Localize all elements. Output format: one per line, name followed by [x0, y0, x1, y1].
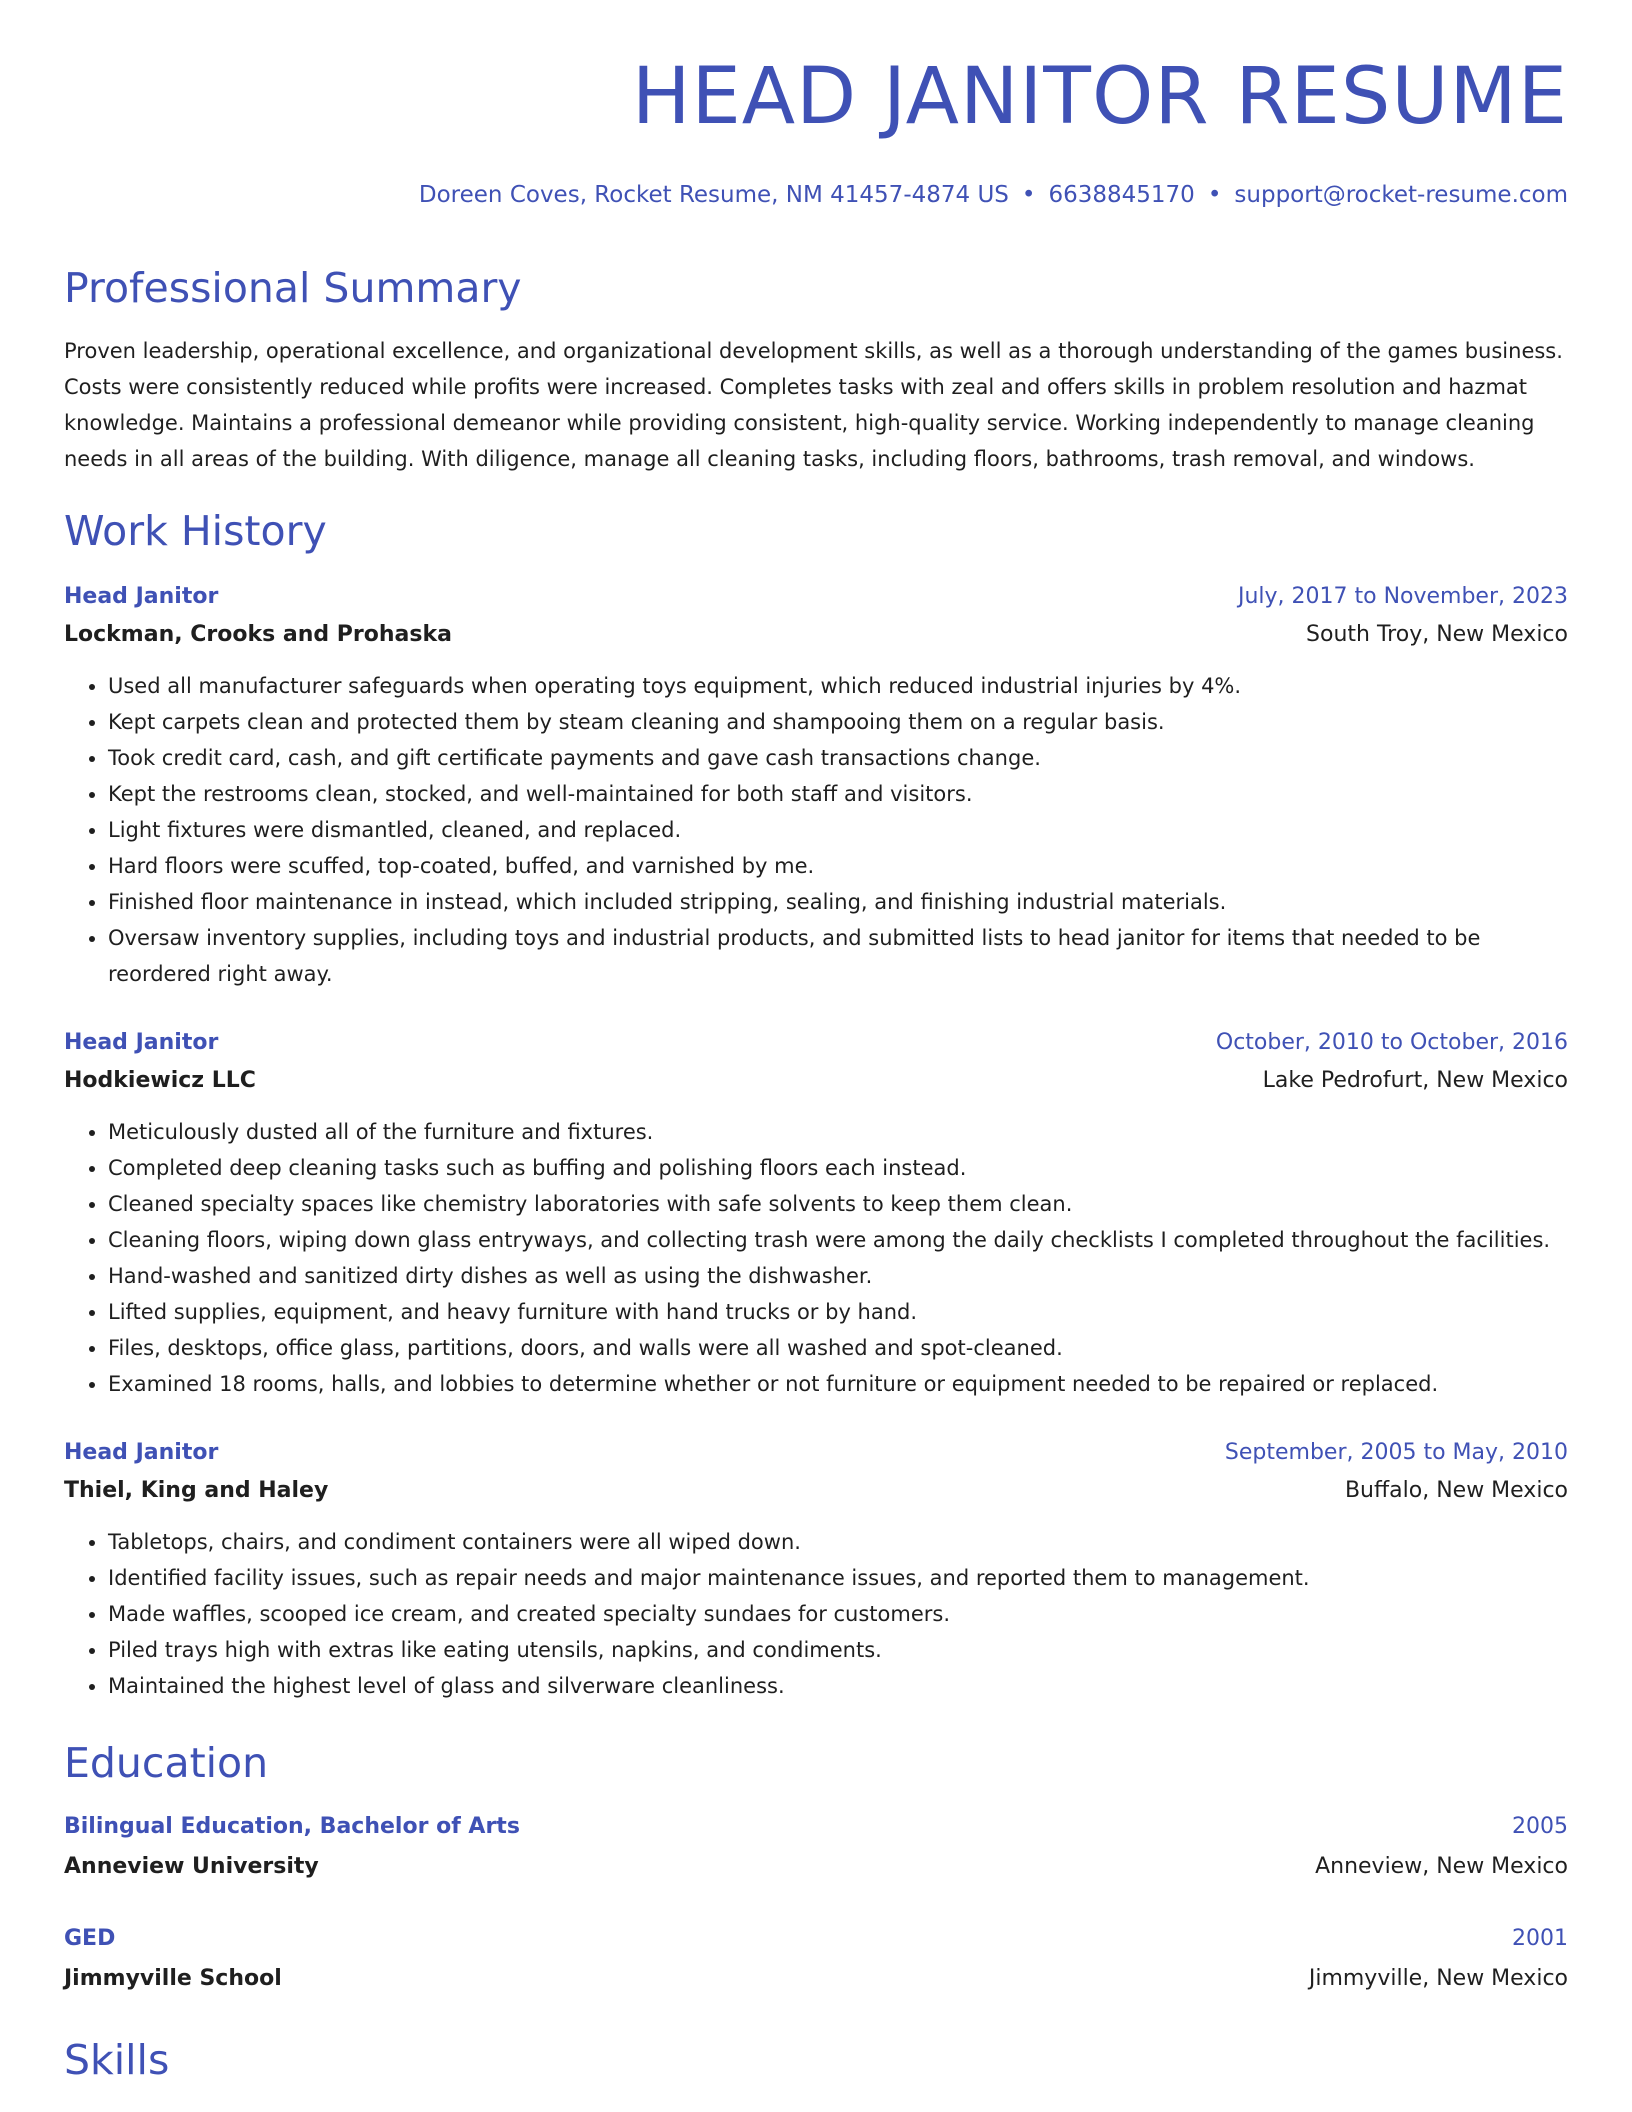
work-history-section	[64, 506, 1568, 1704]
job-entry	[64, 1024, 1568, 1402]
job-bullet: • Identified facility issues, such as repair needs and major maintenance issues, and reported them to management.	[108, 1560, 1568, 1596]
contact-separator: •	[1207, 182, 1222, 208]
education-entry	[64, 1920, 1568, 1998]
section-title-summary: Professional Summary	[64, 264, 522, 312]
job-bullet: • Hand-washed and sanitized dirty dishes as well as using the dishwasher.	[108, 1258, 1568, 1294]
job-bullet: • Maintained the highest level of glass and silverware cleanliness.	[108, 1668, 1568, 1704]
job-entry	[64, 1434, 1568, 1704]
job-bullet: • Finished floor maintenance in instead, which included stripping, sealing, and finishing industrial materials.	[108, 884, 1568, 920]
job-company: Lockman, Crooks and Prohaska	[64, 622, 452, 647]
job-bullet: • Light fixtures were dismantled, cleaned, and replaced.	[108, 812, 1568, 848]
job-location: Lake Pedrofurt, New Mexico	[1262, 1068, 1568, 1093]
job-location: Buffalo, New Mexico	[1344, 1478, 1568, 1503]
skills-section	[64, 2035, 1568, 2085]
education-school: Anneview University	[64, 1854, 319, 1879]
education-location: Jimmyville, New Mexico	[1308, 1966, 1568, 1991]
job-entry	[64, 578, 1568, 992]
contact-phone: 6638845170	[1048, 182, 1195, 208]
education-year: 2005	[1512, 1814, 1568, 1839]
contact-separator: •	[1021, 182, 1036, 208]
education-year: 2001	[1512, 1926, 1568, 1951]
contact-email: support@rocket-resume.com	[1234, 182, 1568, 208]
job-dates: September, 2005 to May, 2010	[1224, 1440, 1568, 1465]
job-bullet: • Used all manufacturer safeguards when operating toys equipment, which reduced industrial injuries by 4%.	[108, 668, 1568, 704]
job-bullets	[64, 668, 1568, 992]
education-location: Anneview, New Mexico	[1315, 1854, 1568, 1879]
education-school: Jimmyville School	[64, 1966, 282, 1991]
job-bullet: • Took credit card, cash, and gift certificate payments and gave cash transactions change.	[108, 740, 1568, 776]
job-bullet: • Lifted supplies, equipment, and heavy furniture with hand trucks or by hand.	[108, 1294, 1568, 1330]
job-bullet: • Examined 18 rooms, halls, and lobbies to determine whether or not furniture or equipment needed to be repaired or replaced.	[108, 1366, 1568, 1402]
job-bullet: • Hard floors were scuffed, top-coated, buffed, and varnished by me.	[108, 848, 1568, 884]
job-role: Head Janitor	[64, 584, 219, 609]
job-bullets	[64, 1524, 1568, 1704]
job-location: South Troy, New Mexico	[1306, 622, 1568, 647]
job-bullet: • Completed deep cleaning tasks such as buffing and polishing floors each instead.	[108, 1150, 1568, 1186]
job-role: Head Janitor	[64, 1030, 219, 1055]
education-section	[64, 1738, 1568, 1998]
job-bullet: • Meticulously dusted all of the furniture and fixtures.	[108, 1114, 1568, 1150]
job-bullet: • Piled trays high with extras like eating utensils, napkins, and condiments.	[108, 1632, 1568, 1668]
summary-text: Proven leadership, operational excellence, and organizational development skills, as well as a thorough understanding of the games business. Costs were consistently reduced while profits were increased. Completes tasks with zeal and offers skills in problem resolution and hazmat knowledge. Maintains a professional demeanor while providing consistent, high-quality service. Working independently to manage cleaning needs in all areas of the building. With diligence, manage all cleaning tasks, including floors, bathrooms, trash removal, and windows.	[64, 339, 1563, 471]
job-bullet: • Oversaw inventory supplies, including toys and industrial products, and submitted lists to head janitor for items that needed to be reordered right away.	[108, 920, 1568, 992]
job-bullet: • Kept carpets clean and protected them by steam cleaning and shampooing them on a regular basis.	[108, 704, 1568, 740]
job-company: Hodkiewicz LLC	[64, 1068, 256, 1093]
contact-line	[419, 182, 1568, 208]
resume-title: HEAD JANITOR RESUME	[631, 52, 1568, 142]
job-bullets	[64, 1114, 1568, 1402]
section-title-education: Education	[64, 1739, 269, 1787]
job-company: Thiel, King and Haley	[64, 1478, 329, 1503]
job-dates: July, 2017 to November, 2023	[1237, 584, 1568, 609]
job-bullet: • Made waffles, scooped ice cream, and created specialty sundaes for customers.	[108, 1596, 1568, 1632]
contact-address: Doreen Coves, Rocket Resume, NM 41457-4874 US	[418, 182, 1009, 208]
job-bullet: • Tabletops, chairs, and condiment containers were all wiped down.	[108, 1524, 1568, 1560]
summary-section	[64, 263, 1568, 477]
job-bullet: • Cleaning floors, wiping down glass entryways, and collecting trash were among the daily checklists I completed throughout the facilities.	[108, 1222, 1568, 1258]
job-bullet: • Kept the restrooms clean, stocked, and well-maintained for both staff and visitors.	[108, 776, 1568, 812]
job-role: Head Janitor	[64, 1440, 219, 1465]
job-bullet: • Cleaned specialty spaces like chemistry laboratories with safe solvents to keep them clean.	[108, 1186, 1568, 1222]
job-bullet: • Files, desktops, office glass, partitions, doors, and walls were all washed and spot-cleaned.	[108, 1330, 1568, 1366]
section-title-skills: Skills	[64, 2036, 170, 2084]
education-degree: GED	[64, 1926, 116, 1951]
education-degree: Bilingual Education, Bachelor of Arts	[64, 1814, 520, 1839]
section-title-work-history: Work History	[64, 507, 327, 555]
education-entry	[64, 1808, 1568, 1886]
job-dates: October, 2010 to October, 2016	[1215, 1030, 1568, 1055]
